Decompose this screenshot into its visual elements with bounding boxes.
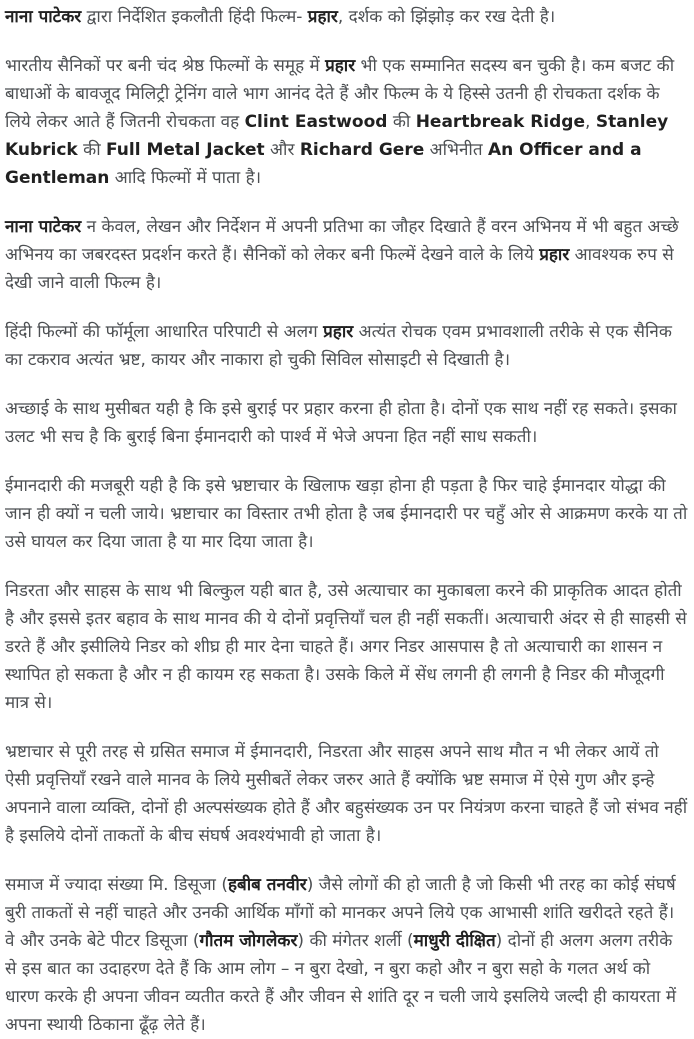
bold-text-run: नाना पाटेकर xyxy=(5,217,82,237)
text-run: ) दोनों ही अलग अलग तरीके से इस बात का उदाहरण देते हैं कि आम लोग – न बुरा देखो, न बुरा कहो और न बुरा सहो के गलत अर्थ को धारण करके ही अपना जीवन व्यतीत करते हैं और जीवन से शांति दूर न चली जाये इसलिये जल्दी ही कायरता में अपना स्थायी ठिकाना ढूँढ़ लेते हैं। xyxy=(5,931,677,1035)
text-run: ईमानदारी की मजबूरी यही है कि इसे भ्रष्टाचार के खिलाफ खड़ा होना ही पड़ता है फिर चाहे ईमानदार योद्धा की जान ही क्यों न चली जाये। भ्रष्टाचार का विस्तार तभी होता है जब ईमानदारी पर चहुँ ओर से आक्रमण करके या तो उसे घायल कर दिया जाता है या मार दिया जाता है। xyxy=(5,476,688,552)
text-run: भारतीय सैनिकों पर बनी चंद श्रेष्ठ फिल्मों के समूह में xyxy=(5,56,326,76)
text-run: भी एक सम्मानित सदस्य बन चुकी है। कम बजट की बाधाओं के बावजूद मिलिट्री ट्रेनिंग वाले भाग आनंद देते हैं और फिल्म के ये हिस्से उतनी ही रोचकता दर्शक के लिये लेकर आते हैं जितनी रोचकता वह xyxy=(5,56,675,132)
text-run: भ्रष्टाचार से पूरी तरह से ग्रसित समाज में ईमानदारी, निडरता और साहस अपने साथ मौत न भी लेकर आयें तो ऐसी प्रवृत्तियाँ रखने वाले मानव के लिये मुसीबतें लेकर जरुर आते हैं क्योंकि भ्रष्ट समाज में ऐसे गुण और इन्हे अपनाने वाला व्यक्ति, दोनों ही अल्पसंख्यक होते हैं और बहुसंख्यक उन पर नियंत्रण करना चाहते हैं जो संभव नहीं है इसलिये दोनों ताकतों के बीच संघर्ष अवश्यंभावी हो जाता है। xyxy=(5,742,688,846)
bold-text-run: An Officer and a Gentleman xyxy=(5,140,642,188)
text-run: द्वारा निर्देशित इकलौती हिंदी फिल्म- xyxy=(81,7,308,27)
bold-text-run: प्रहार xyxy=(323,322,354,342)
text-run: अत्यंत रोचक एवम प्रभावशाली तरीके से एक सैनिक का टकराव अत्यंत भ्रष्ट, कायर और नाकारा हो चुकी सिविल सोसाइटी से दिखाती है। xyxy=(5,322,672,370)
text-run: निडरता और साहस के साथ भी बिल्कुल यही बात है, उसे अत्याचार का मुकाबला करने की प्राकृतिक आदत होती है और इससे इतर बहाव के साथ मानव की ये दोनों प्रवृत्तियाँ चल ही नहीं सकतीं। अत्याचारी अंदर से ही साहसी से डरते हैं और इसीलिये निडर को शीघ्र ही मार देना चाहते हैं। अगर निडर आसपास है तो अत्याचारी का शासन न स्थापित हो सकता है और न ही कायम रह सकता है। उसके किले में सेंध लगनी ही लगनी है निडर की मौजूदगी मात्र से। xyxy=(5,581,687,713)
text-run: की xyxy=(77,140,107,160)
article-paragraph xyxy=(5,472,689,556)
text-run: ) की मंगेतर शर्ली ( xyxy=(297,931,414,951)
text-run: और xyxy=(264,140,300,160)
bold-text-run: हबीब तनवीर xyxy=(228,875,307,895)
text-run: अच्छाई के साथ मुसीबत यही है कि इसे बुराई पर प्रहार करना ही होता है। दोनों एक साथ नहीं रह सकते। इसका उलट भी सच है कि बुराई बिना ईमानदारी को पार्श्व में भेजे अपना हित नहीं साध सकती। xyxy=(5,399,677,447)
article-paragraph xyxy=(5,738,689,850)
article-paragraph xyxy=(5,3,689,31)
text-run: , xyxy=(585,112,596,132)
bold-text-run: Full Metal Jacket xyxy=(106,140,265,160)
text-run: , दर्शक को झिंझोड़ कर रख देती है। xyxy=(337,7,556,27)
article-paragraph xyxy=(5,52,689,192)
bold-text-run: Richard Gere xyxy=(299,140,425,160)
text-run: अभिनीत xyxy=(424,140,488,160)
article-paragraph xyxy=(5,577,689,717)
bold-text-run: प्रहार xyxy=(325,56,356,76)
bold-text-run: Clint Eastwood xyxy=(244,112,388,132)
article-paragraph xyxy=(5,318,689,374)
article-paragraph xyxy=(5,395,689,451)
text-run: हिंदी फिल्मों की फॉर्मूला आधारित परिपाटी से अलग xyxy=(5,322,324,342)
article-paragraph xyxy=(5,213,689,297)
text-run: समाज में ज्यादा संख्या मि. डिसूजा ( xyxy=(5,875,228,895)
bold-text-run: माधुरी दीक्षित xyxy=(413,931,496,951)
text-run: न केवल, लेखन और निर्देशन में अपनी प्रतिभा का जौहर दिखाते हैं वरन अभिनय में भी बहुत अच्छे अभिनय का जबरदस्त प्रदर्शन करते हैं। सैनिकों को लेकर बनी फिल्में देखने वाले के लिये xyxy=(5,217,679,265)
article-paragraph xyxy=(5,871,689,1039)
bold-text-run: गौतम जोगलेकर xyxy=(199,931,298,951)
bold-text-run: Heartbreak Ridge xyxy=(415,112,586,132)
bold-text-run: नाना पाटेकर xyxy=(5,7,82,27)
text-run: ) जैसे लोगों की हो जाती है जो किसी भी तरह का कोई संघर्ष बुरी ताकतों से नहीं चाहते और उनकी आर्थिक माँगों को मानकर अपने लिये एक आभासी शांति खरीदते रहते हैं। वे और उनके बेटे पीटर डिसूजा ( xyxy=(5,875,676,951)
text-run: आदि फिल्मों में पाता है। xyxy=(109,168,262,188)
bold-text-run: Stanley Kubrick xyxy=(5,112,669,160)
text-run: की xyxy=(387,112,416,132)
bold-text-run: प्रहार xyxy=(307,7,338,27)
bold-text-run: प्रहार xyxy=(539,245,570,265)
text-run: आवश्यक रुप से देखी जाने वाली फिल्म है। xyxy=(5,245,674,293)
